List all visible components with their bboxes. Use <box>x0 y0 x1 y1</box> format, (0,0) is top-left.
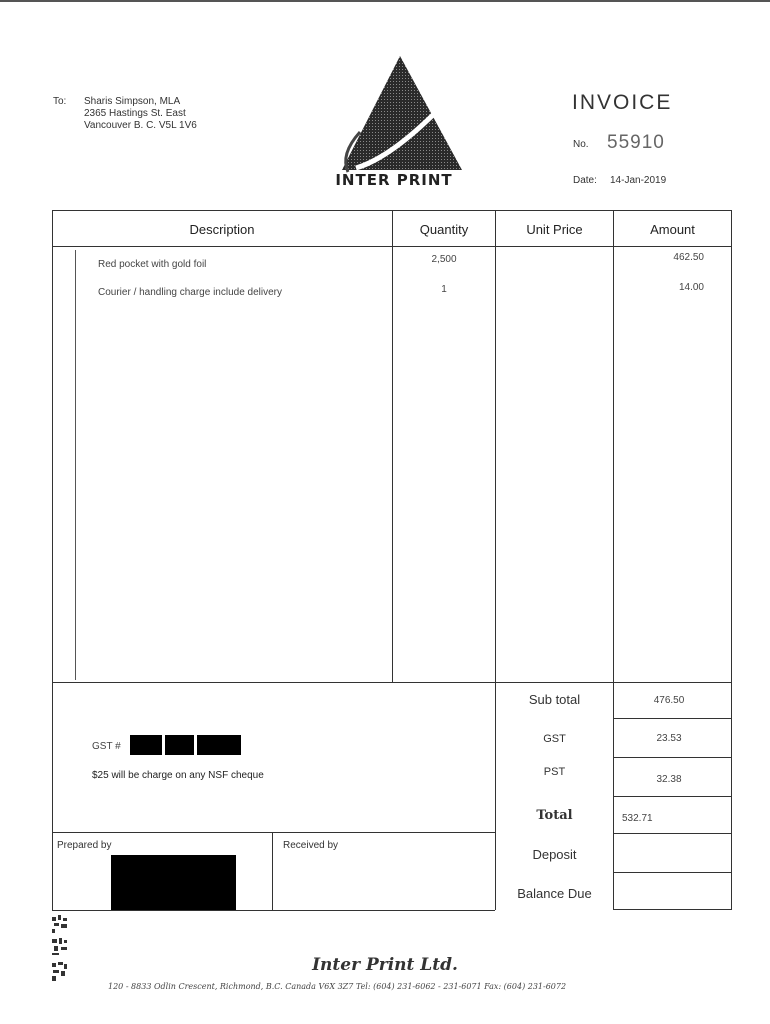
table-right-border <box>731 210 732 910</box>
gst-value: 23.53 <box>656 733 682 744</box>
column-divider-unit-price <box>495 210 496 910</box>
subtotal-value: 476.50 <box>653 695 685 706</box>
row1-description: Red pocket with gold foil <box>98 259 207 270</box>
footer-company-name: Inter Print Ltd. <box>312 955 458 975</box>
invoice-number-label: No. <box>573 139 589 150</box>
pst-value: 32.38 <box>656 774 682 785</box>
recipient-label: To: <box>53 96 67 107</box>
header-description: Description <box>189 222 255 237</box>
gst-number-redaction-2 <box>165 735 194 755</box>
row1-amount: 462.50 <box>673 252 704 263</box>
signature-top-border <box>52 832 495 833</box>
table-body-bottom <box>52 682 732 683</box>
prepared-by-label: Prepared by <box>57 840 112 851</box>
invoice-number-value: 55910 <box>607 132 665 153</box>
gst-number-label: GST # <box>92 741 121 752</box>
recipient-address-line1: 2365 Hastings St. East <box>84 108 186 119</box>
logo-text: INTER PRINT <box>335 171 453 189</box>
table-left-border <box>52 210 53 910</box>
deposit-box-bottom <box>614 872 732 873</box>
invoice-title: INVOICE <box>572 91 673 114</box>
header-unit-price: Unit Price <box>526 222 583 237</box>
table-inner-left-rule <box>75 250 76 680</box>
row2-quantity: 1 <box>441 284 447 295</box>
gst-number-redaction-1 <box>130 735 162 755</box>
nsf-notice: $25 will be charge on any NSF cheque <box>92 770 264 781</box>
recipient-address-line2: Vancouver B. C. V5L 1V6 <box>84 120 197 131</box>
pst-box-bottom <box>614 796 732 797</box>
balance-due-label: Balance Due <box>517 886 592 901</box>
row1-quantity: 2,500 <box>431 254 457 265</box>
gst-number-redaction-3 <box>197 735 241 755</box>
prepared-by-signature-redaction <box>111 855 236 910</box>
gst-label: GST <box>543 733 566 745</box>
footer-address: 120 - 8833 Odlin Crescent, Richmond, B.C. Canada V6X 3Z7 Tel: (604) 231-6062 - 231-6071 Fax: (604) 231-6072 <box>108 982 567 991</box>
logo-triangle-icon <box>320 50 470 190</box>
signature-bottom-border <box>52 910 495 911</box>
header-amount: Amount <box>650 222 695 237</box>
subtotal-label: Sub total <box>528 692 581 707</box>
total-box-bottom <box>614 833 732 834</box>
column-divider-quantity <box>392 210 393 682</box>
gst-box-bottom <box>614 757 732 758</box>
top-edge-line <box>0 0 770 2</box>
company-logo <box>320 50 470 190</box>
invoice-date-value: 14-Jan-2019 <box>610 175 667 186</box>
column-divider-amount <box>613 210 614 910</box>
header-quantity: Quantity <box>419 222 469 237</box>
signature-divider <box>272 832 273 910</box>
row2-description: Courier / handling charge include delivery <box>98 287 282 298</box>
deposit-label: Deposit <box>532 847 577 862</box>
total-value: 532.71 <box>622 813 653 824</box>
pst-label: PST <box>543 766 566 778</box>
balance-box-bottom <box>614 909 732 910</box>
subtotal-box-bottom <box>614 718 732 719</box>
recipient-name: Sharis Simpson, MLA <box>84 96 181 107</box>
received-by-label: Received by <box>283 840 339 851</box>
row2-amount: 14.00 <box>678 282 704 293</box>
invoice-date-label: Date: <box>573 175 597 186</box>
total-label: Total <box>536 808 573 823</box>
